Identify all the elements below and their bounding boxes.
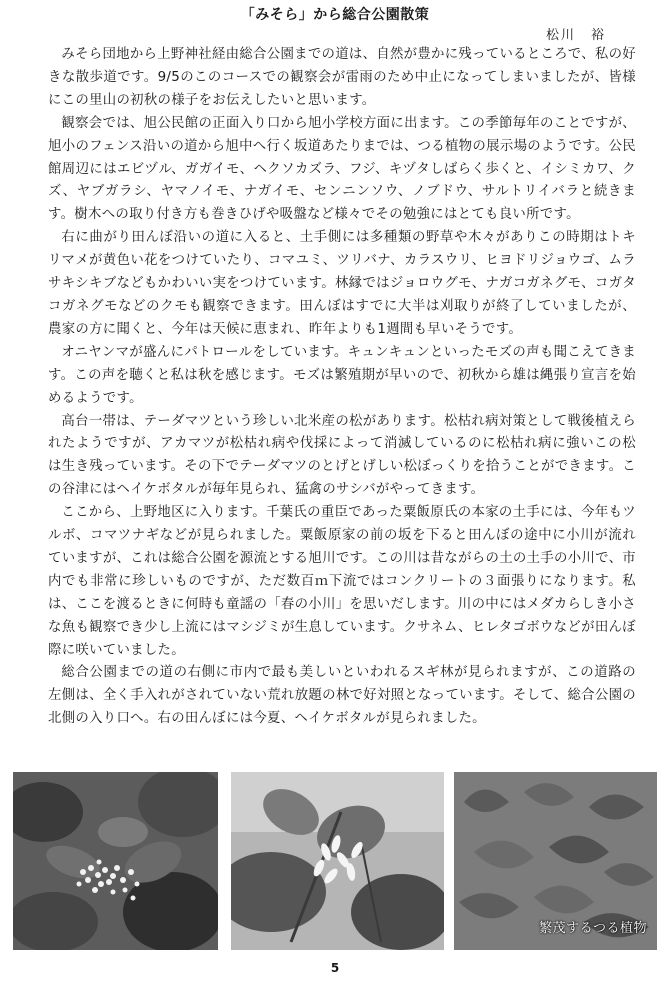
author-name: 松川 裕 (545, 28, 606, 43)
paragraph: オニヤンマが盛んにパトロールをしています。キュンキュンといったモズの声も聞こえてきます。この声を聴くと私は秋を感じます。モズは繁殖期が早いので、初秋から雄は縄張り宣言を始めるようです。 (48, 344, 636, 406)
article-body (48, 44, 636, 731)
paragraph: ここから、上野地区に入ります。千葉氏の重臣であった粟飯原氏の本家の土手には、今年もツルボ、コマツナギなどが見られました。粟飯原家の前の坂を下ると田んぼの途中に小川が流れていますが、これは総合公園を源流とする旭川です。この川は昔ながらの土の土手の小川で、市内でも非常に珍しいものですが、ただ数百ｍ下流ではコンクリートの３面張りになります。私は、ここを渡るときに何時も童謡の「春の小川」を思いだします。川の中にはメダカらしき小さな魚も観察でき少し上流にはマシジミが生息しています。クサネム、ヒレタゴボウなどが田んぼ際に咲いていました。 (48, 505, 636, 658)
photo-row (13, 772, 657, 950)
climbing-vines-photo (454, 772, 657, 950)
paragraph: 総合公園までの道の右側に市内で最も美しいといわれるスギ林が見られますが、この道路の左側は、全く手入れがされていない荒れ放題の林で好対照となっています。そして、総合公園の北側の入り口へ。右の田んぼには今夏、ヘイケボタルが見られました。 (48, 665, 636, 727)
page-title: 「みそら」から総合公園散策 (240, 7, 430, 23)
paragraph: 高台一帯は、テーダマツという珍しい北米産の松があります。松枯れ病対策として戦後植えられたようですが、アカマツが松枯れ病や伐採によって消滅しているのに松枯れ病に強いこの松は生き残っています。その下でテーダマツのとげとげしい松ぼっくりを拾うことができます。この谷津にはヘイケボタルが毎年見られ、猛禽のサシバがやってきます。 (48, 413, 636, 498)
flowering-shrub-photo (13, 772, 218, 950)
paragraph: 観察会では、旭公民館の正面入り口から旭小学校方面に出ます。この季節毎年のことですが、旭小のフェンス沿いの道から旭中へ行く坂道あたりまでは、つる植物の展示場のようです。公民館周辺にはエビヅル、ガガイモ、ヘクソカズラ、フジ、キヅタしばらく歩くと、イシミカワ、クズ、ヤブガラシ、ヤマノイモ、ナガイモ、センニンソウ、ノブドウ、サルトリイバラと続きます。樹木への取り付き方も巻きひげや吸盤など様々でその勉強にはとても良い所です。 (48, 115, 636, 223)
page-number: 5 (330, 961, 340, 975)
paragraph: みそら団地から上野神社経由総合公園までの道は、自然が豊かに残っているところで、私の好きな散歩道です。9/5のこのコースでの観察会が雷雨のため中止になってしまいましたが、皆様にこの里山の初秋の様子をお伝えしたいと思います。 (48, 47, 636, 108)
photo-caption: 繁茂するつる植物 (539, 921, 647, 936)
paragraph: 右に曲がり田んぼ沿いの道に入ると、土手側には多種類の野草や木々がありこの時期はトキリマメが黄色い花をつけていたり、コマユミ、ツリバナ、カラスウリ、ヒヨドリジョウゴ、ムラサキシキブなどもかわいい実をつけています。林縁ではジョロウグモ、ナガコガネグモ、コガタコガネグモなどのクモも観察できます。田んぼはすでに大半は刈取りが終了していましたが、農家の方に聞くと、今年は天候に恵まれ、昨年よりも1週間も早いそうです。 (48, 230, 636, 337)
vine-flower-photo (231, 772, 444, 950)
